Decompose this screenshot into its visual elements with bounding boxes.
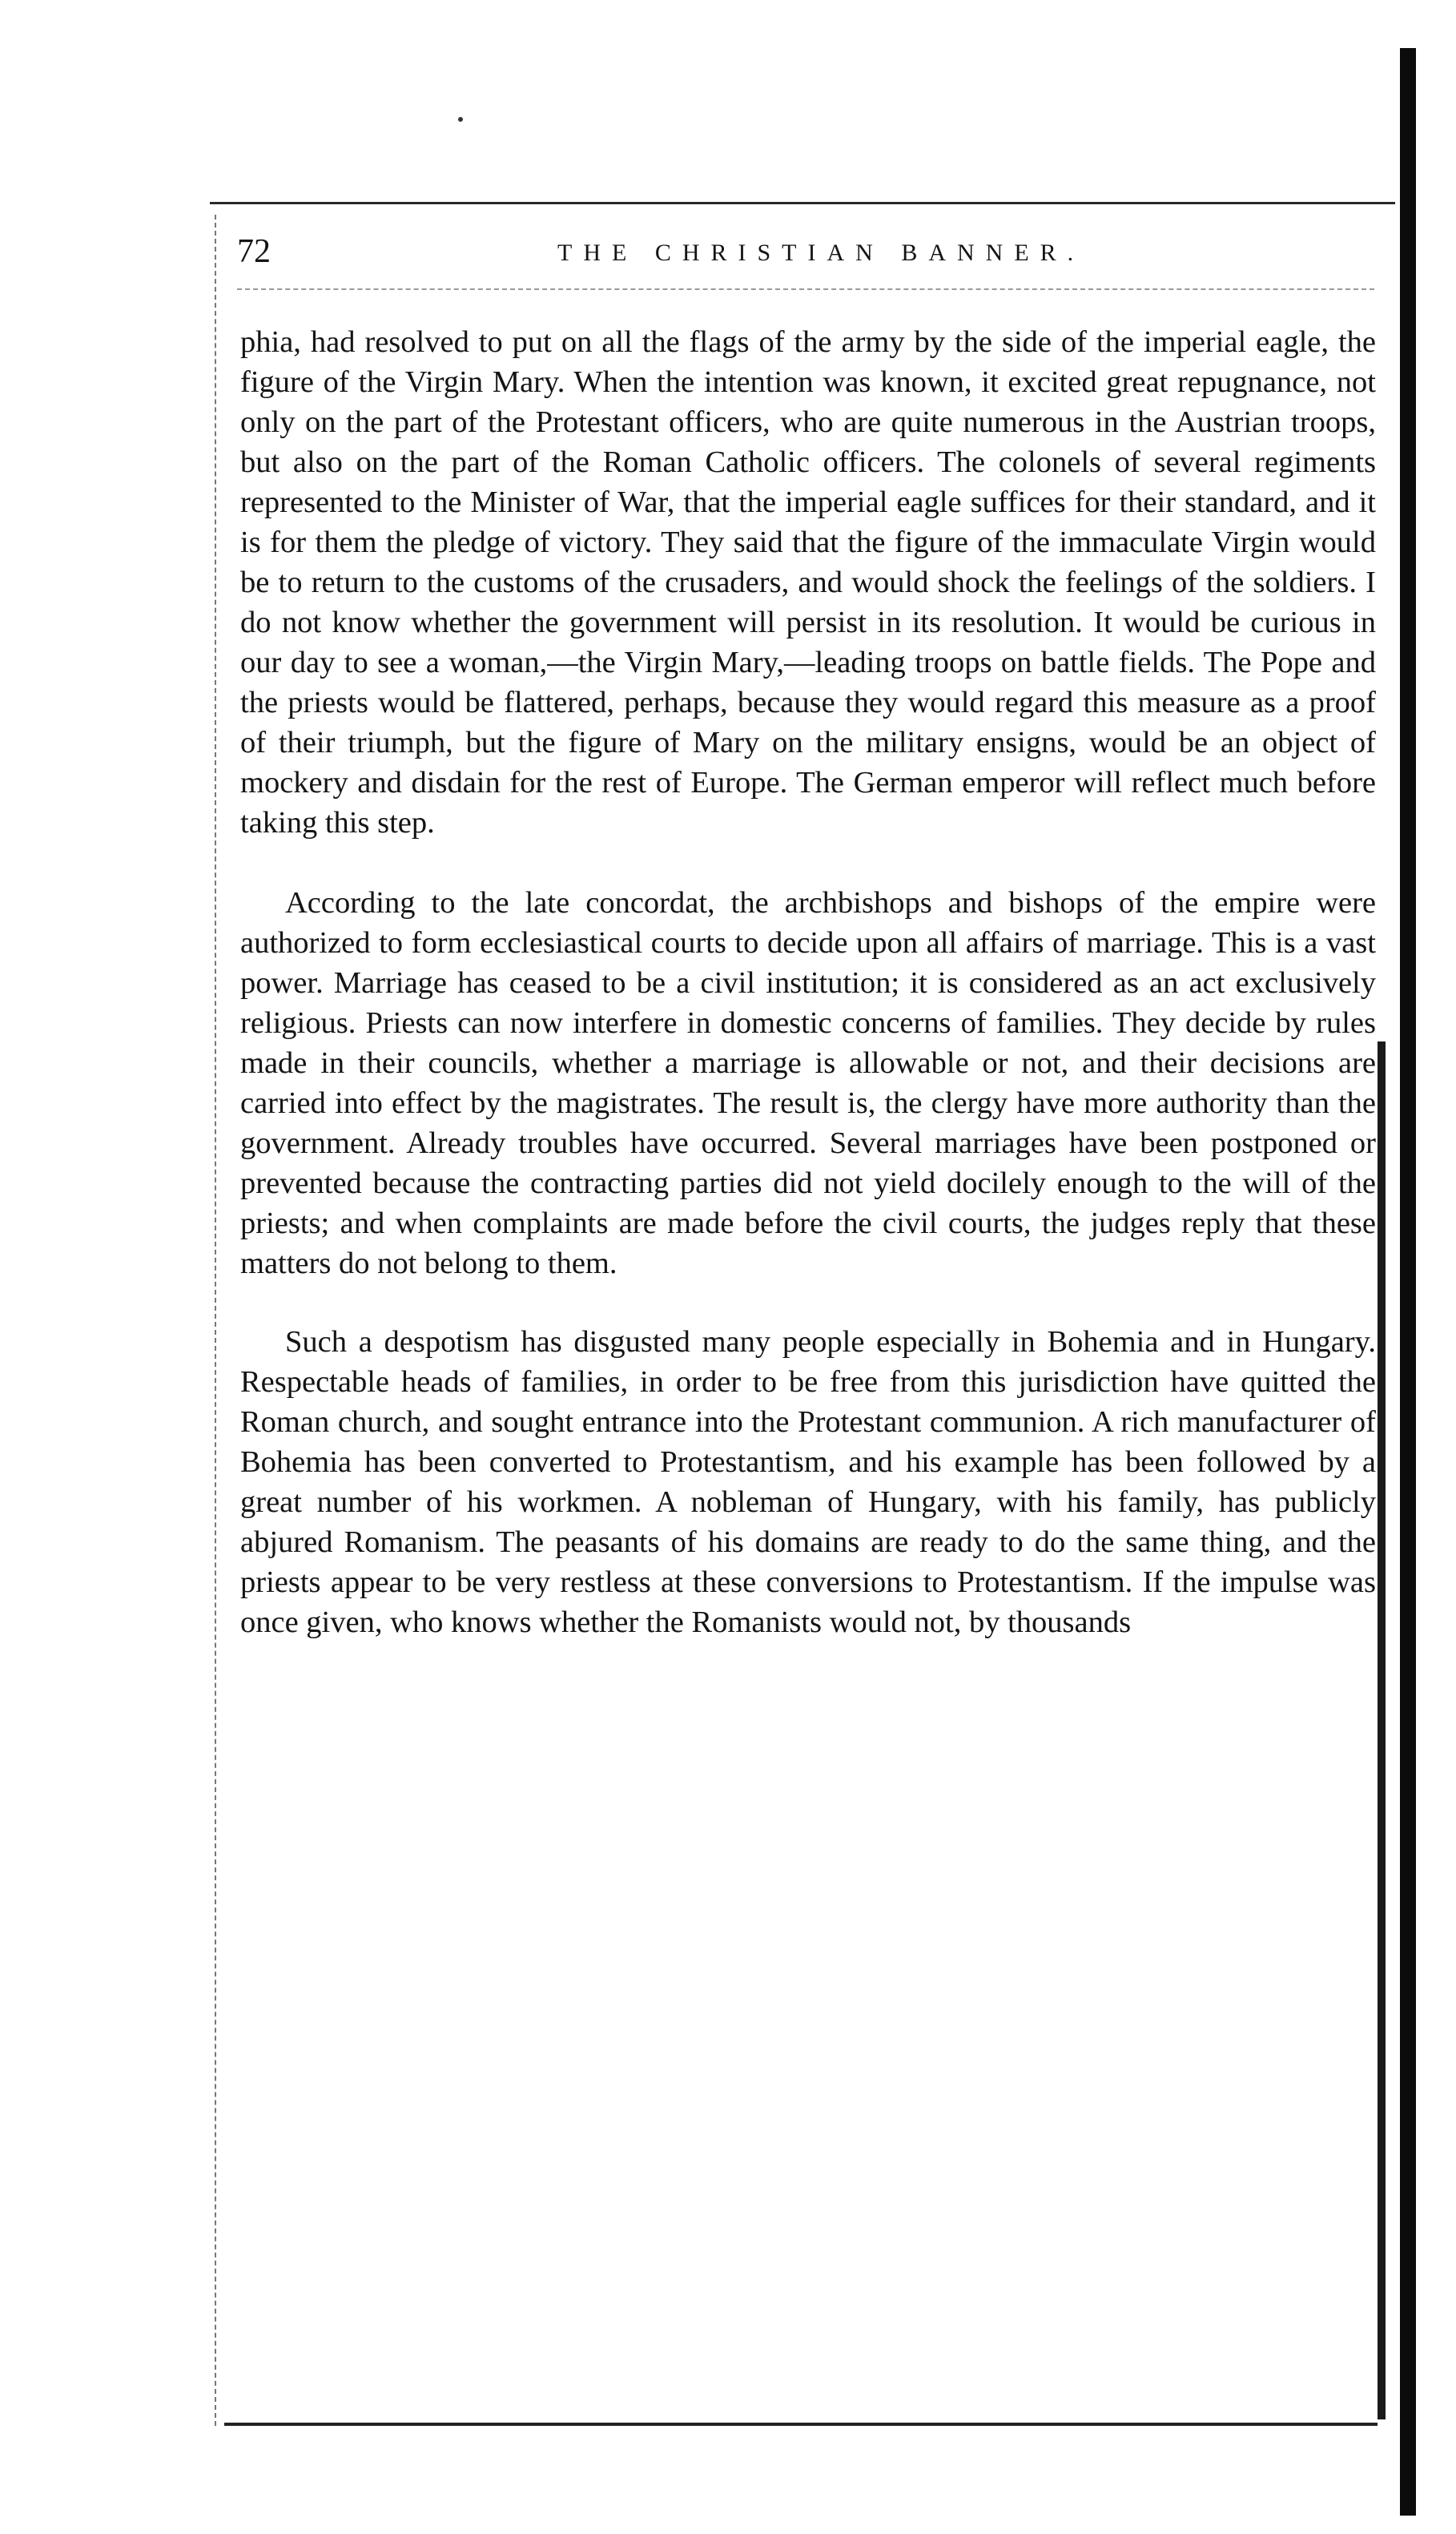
page-number: 72 xyxy=(237,233,271,270)
running-title: THE CHRISTIAN BANNER. xyxy=(557,240,1085,266)
page-left-edge xyxy=(215,215,216,2426)
paragraph-continued: phia, had resolved to put on all the flags of the army by the side of the imperial eagle, the figure of the Virgin Mary. When the intention was known, it excited great repugnance, not only on the part of the Protestant officers, who are quite numerous in the Austrian troops, but also on the part of the Roman Catholic officers. The colonels of several regiments represented to the Minister of War, that the imperial eagle suffices for their standard, and it is for them the pledge of victory. They said that the figure of the immaculate Virgin would be to return to the customs of the crusaders, and would shock the feelings of the soldiers. I do not know whether the government will persist in its resolution. It would be curious in our day to see a woman,—the Virgin Mary,—leading troops on battle fields. The Pope and the priests would be flattered, perhaps, because they would regard this measure as a proof of their triumph, but the figure of Mary on the military ensigns, would be an object of mockery and disdain for the rest of Europe. The German emperor will reflect much before taking this step. xyxy=(240,325,1376,840)
running-header xyxy=(237,231,1390,279)
page-bottom-border xyxy=(224,2423,1378,2426)
binding-shadow-inner xyxy=(1378,1041,1386,2419)
paragraph-concordat: According to the late concordat, the archbishops and bishops of the empire were authorized to form ecclesiastical courts to decide upon all affairs of marriage. This is a vast power. Marriage has ceased to be a civil institution; it is considered as an act exclusively religious. Priests can now interfere in domestic concerns of families. They decide by rules made in their councils, whether a marriage is allowable or not, and their decisions are carried into effect by the magistrates. The result is, the clergy have more authority than the government. Already troubles have occurred. Several marriages have been postponed or prevented because the contracting parties did not yield docilely enough to the will of the priests; and when complaints are made before the civil courts, the judges reply that these matters do not belong to them. xyxy=(240,886,1376,1280)
page-top-border xyxy=(210,202,1395,204)
ink-speck xyxy=(458,117,463,122)
article-body xyxy=(240,322,1376,1642)
header-divider xyxy=(237,288,1374,290)
binding-shadow xyxy=(1400,48,1416,2516)
paragraph-despotism: Such a despotism has disgusted many people especially in Bohemia and in Hungary. Respectable heads of families, in order to be free from this jurisdiction have quitted the Roman church, and sought entrance into the Protestant communion. A rich manufacturer of Bohemia has been converted to Protestantism, and his example has been followed by a great number of his workmen. A nobleman of Hungary, with his family, has publicly abjured Romanism. The peasants of his domains are ready to do the same thing, and the priests appear to be very restless at these conversions to Protestantism. If the impulse was once given, who knows whether the Romanists would not, by thousands xyxy=(240,1325,1376,1639)
